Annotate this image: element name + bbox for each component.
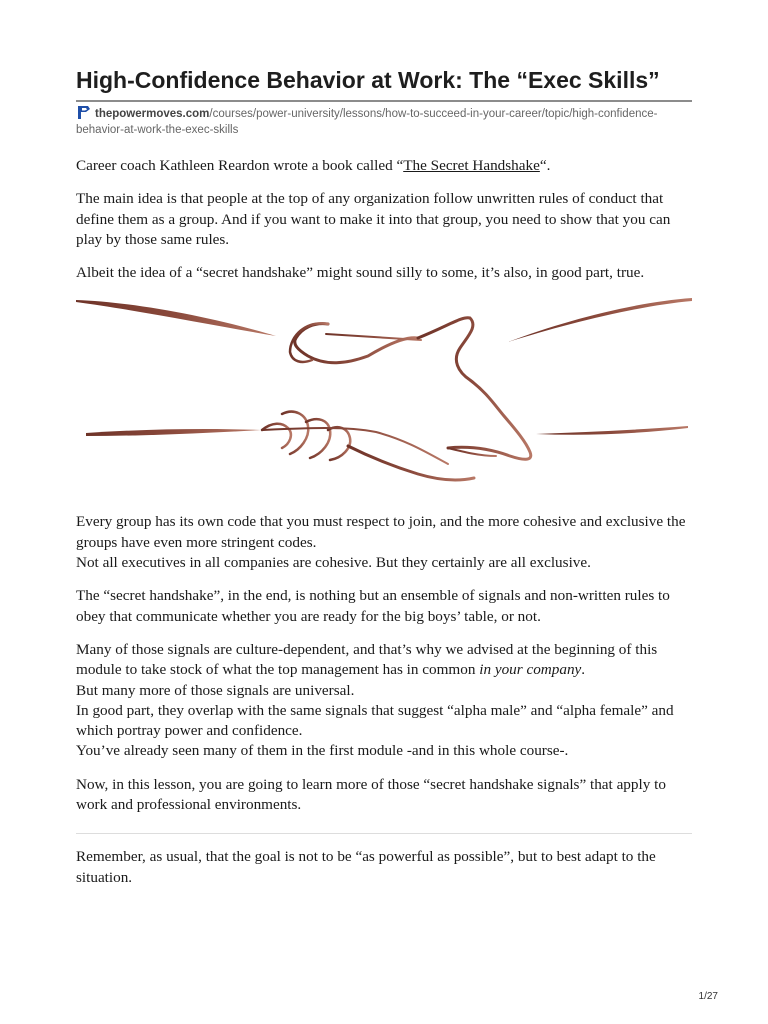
paragraph-culture-signals bbox=[76, 640, 692, 762]
paragraph-reminder: Remember, as usual, that the goal is not to be “as powerful as possible”, but to best adapt to the situation. bbox=[76, 848, 656, 886]
paragraph-ensemble-signals: The “secret handshake”, in the end, is nothing but an ensemble of signals and non-written rules to obey that communicate whether you are ready for the big boys’ table, or not. bbox=[76, 587, 670, 625]
culture-emphasis: in your company bbox=[479, 661, 582, 679]
source-url[interactable] bbox=[76, 105, 692, 138]
paragraph-lesson-intro: Now, in this lesson, you are going to learn more of those “secret handshake signals” that apply to work and professional environments. bbox=[76, 775, 666, 814]
source-path[interactable]: /courses/power-university/lessons/how-to-succeed-in-your-career/topic/high-confidence-behavior-at-work-the-exec-skills bbox=[76, 108, 658, 136]
page-number: 1/27 bbox=[698, 991, 718, 1002]
intro-paragraph bbox=[76, 156, 692, 176]
culture-line-1-end: . bbox=[581, 661, 586, 679]
section-divider bbox=[76, 833, 692, 834]
intro-closing: “. bbox=[539, 157, 551, 174]
book-title-link[interactable]: The Secret Handshake bbox=[403, 157, 540, 174]
paragraph-main-idea: The main idea is that people at the top of any organization follow unwritten rules of conduct that define them as a group. And if you want to make it into that group, you need to show that you can play by those same rules. bbox=[76, 190, 671, 248]
article-body bbox=[76, 156, 692, 901]
page-title: High-Confidence Behavior at Work: The “Exec Skills” bbox=[76, 67, 660, 93]
culture-line-2: But many more of those signals are universal. bbox=[76, 681, 355, 699]
title-divider bbox=[76, 100, 692, 102]
group-code-line-2: Not all executives in all companies are cohesive. But they certainly are all exclusive. bbox=[76, 554, 591, 572]
source-domain[interactable]: thepowermoves.com bbox=[95, 108, 210, 120]
handshake-illustration bbox=[76, 296, 692, 496]
intro-text: Career coach Kathleen Reardon wrote a book called “ bbox=[76, 157, 404, 174]
culture-line-4: You’ve already seen many of them in the first module -and in this whole course-. bbox=[76, 742, 569, 760]
group-code-line-1: Every group has its own code that you must respect to join, and the more cohesive and exclusive the groups have even more stringent codes. bbox=[76, 513, 686, 551]
culture-line-1: Many of those signals are culture-dependent, and that’s why we advised at the beginning of this module to take stock of what the top management has in common bbox=[76, 640, 658, 679]
paragraph-secret-handshake: Albeit the idea of a “secret handshake” might sound silly to some, it’s also, in good part, true. bbox=[76, 264, 645, 282]
powermoves-logo-icon bbox=[76, 105, 92, 120]
culture-line-3: In good part, they overlap with the same signals that suggest “alpha male” and “alpha female” and which portray power and confidence. bbox=[76, 701, 674, 740]
paragraph-group-code bbox=[76, 512, 692, 573]
